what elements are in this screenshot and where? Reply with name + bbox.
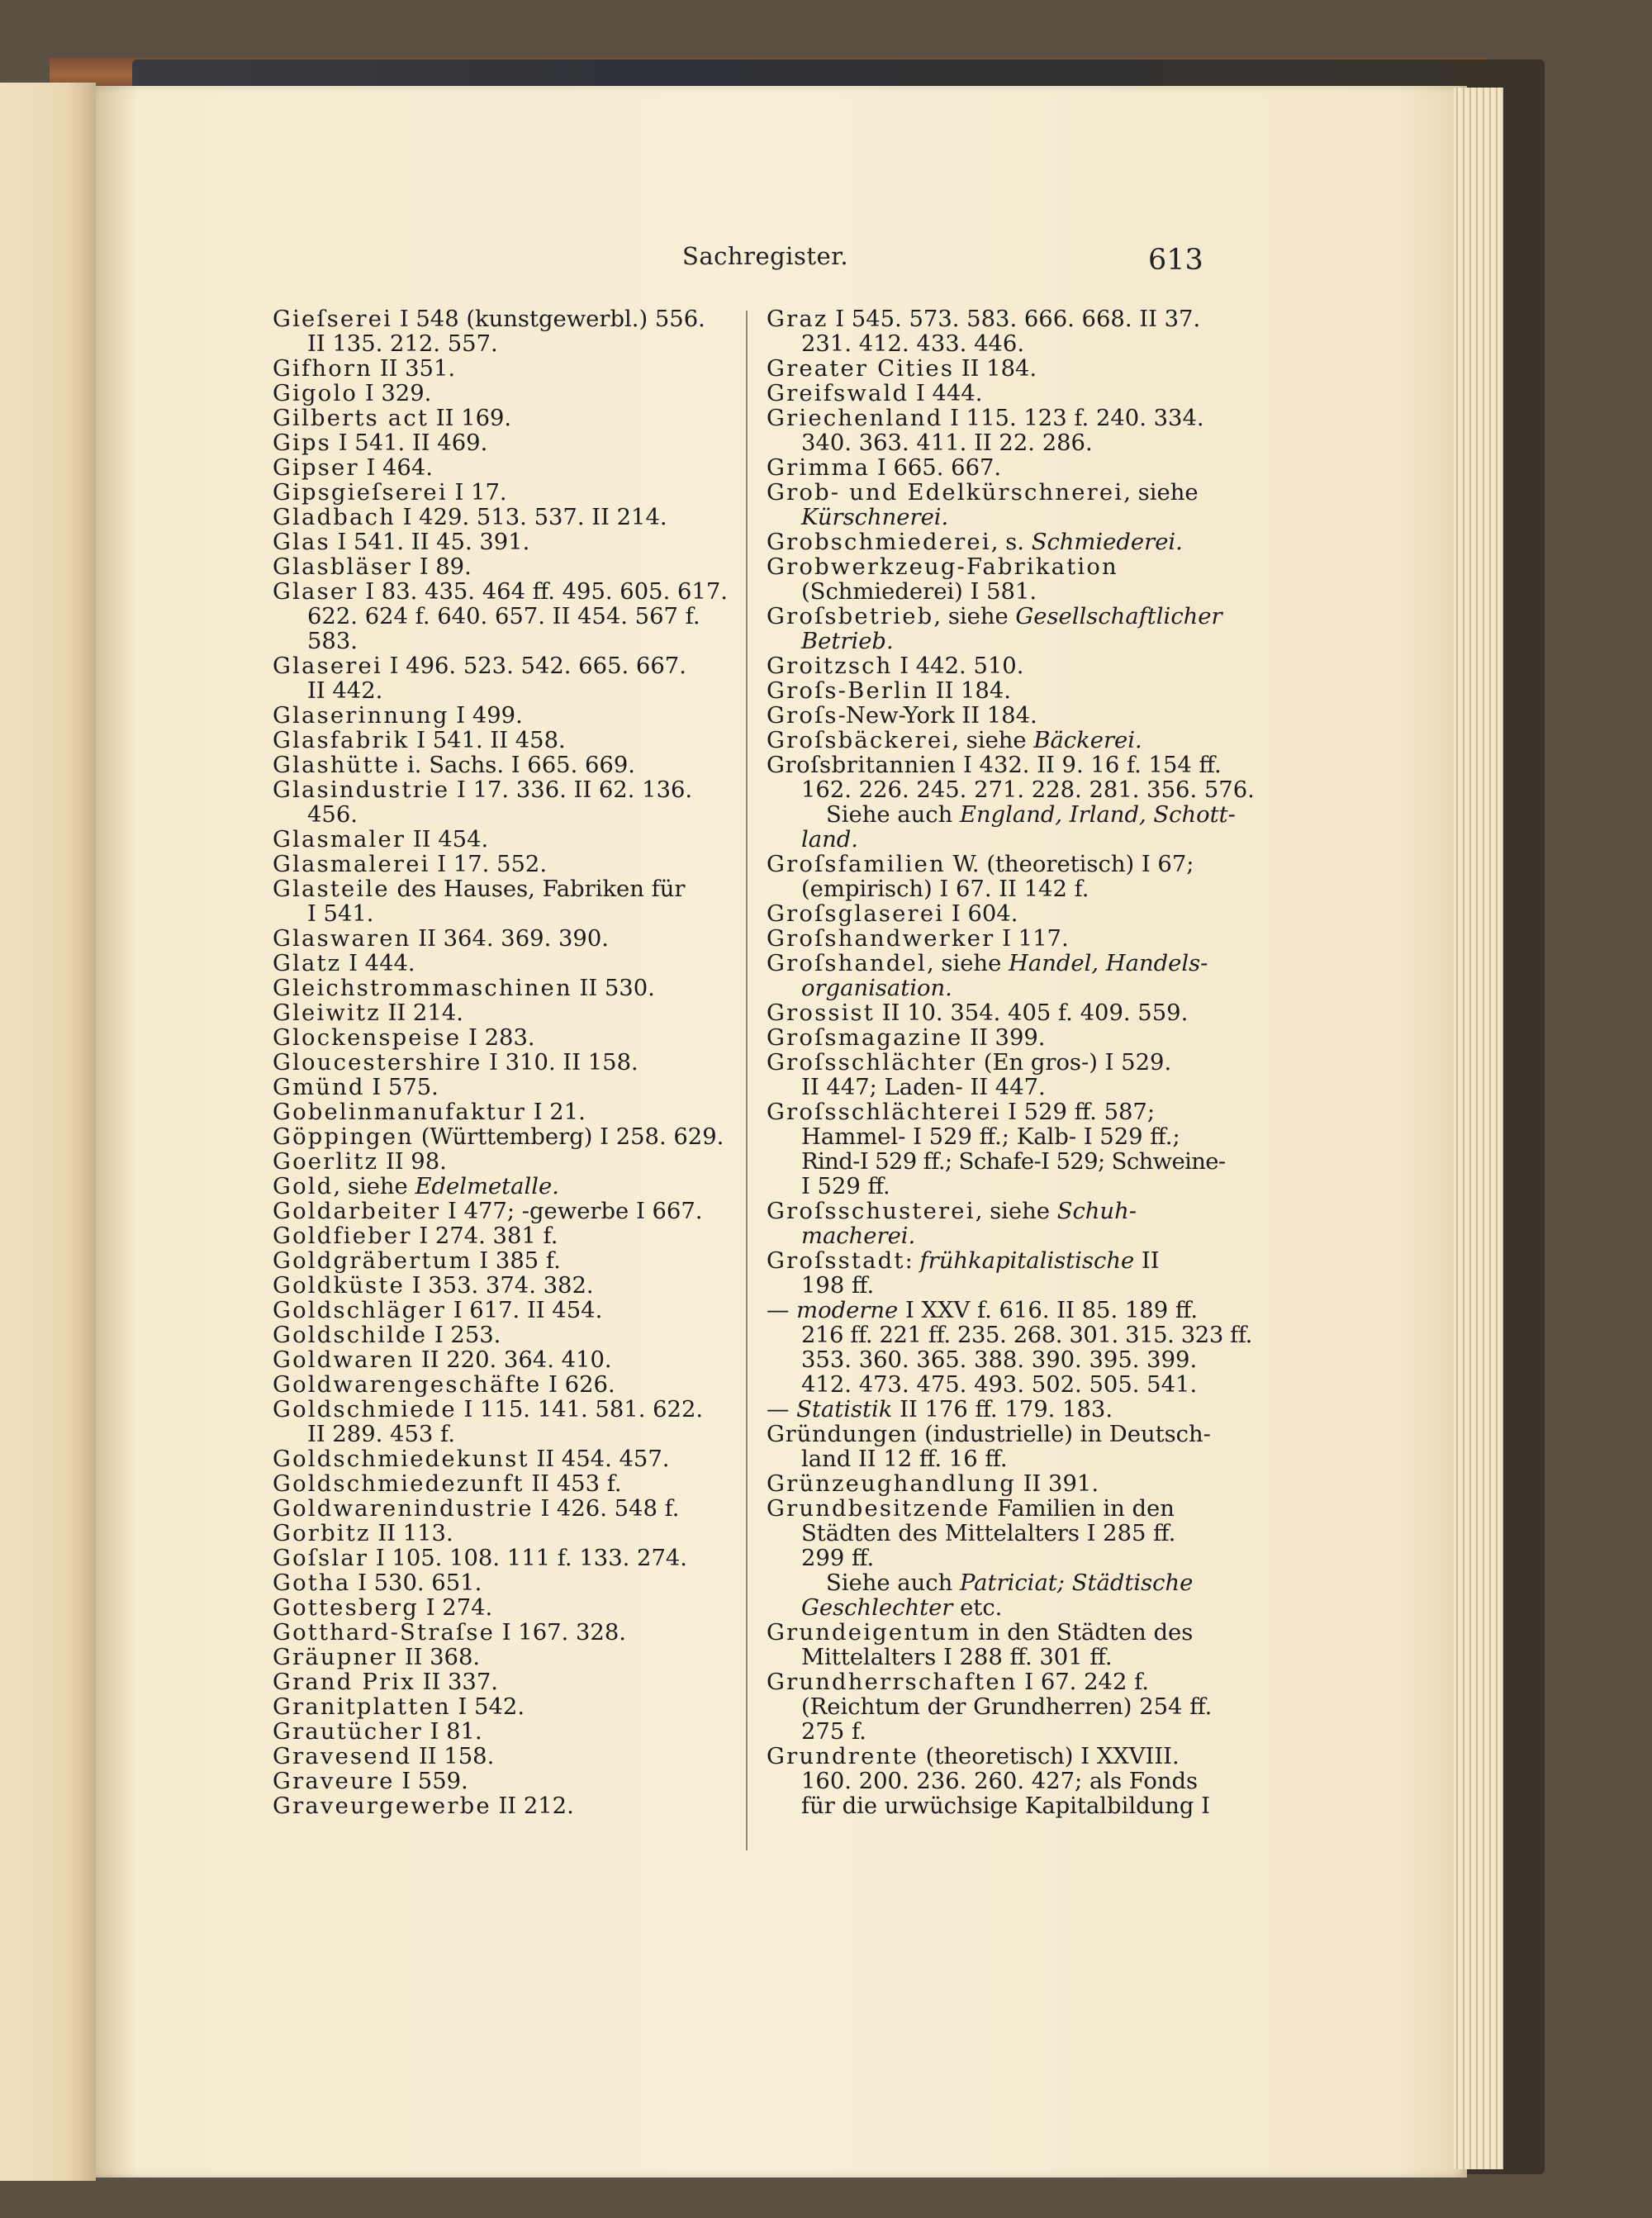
index-entry: Gifhorn II 351. (273, 356, 456, 382)
index-entry: Goldschmiedezunft II 453 f. (273, 1471, 622, 1497)
index-entry: Gieſserei I 548 (kunstgewerbl.) 556. (273, 306, 705, 332)
index-entry: Goſslar I 105. 108. 111 f. 133. 274. (273, 1546, 688, 1571)
index-entry: Groſsfamilien W. (theoretisch) I 67; (767, 852, 1194, 877)
index-entry: Glasmaler II 454. (273, 827, 489, 853)
index-entry: Gilberts act II 169. (273, 406, 512, 431)
index-entry: Gottesberg I 274. (273, 1595, 493, 1621)
index-entry-cont: 231. 412. 433. 446. (801, 331, 1025, 357)
index-entry: Gmünd I 575. (273, 1075, 439, 1100)
index-entry-cont: 583. (307, 629, 358, 654)
index-entry-cont: 216 ff. 221 ff. 235. 268. 301. 315. 323 ff. (801, 1323, 1252, 1348)
index-entry: Glashütte i. Sachs. I 665. 669. (273, 753, 635, 778)
index-entry: Gold, siehe Edelmetalle. (273, 1174, 559, 1199)
index-entry-cont: 456. (307, 802, 358, 828)
index-entry-cont: für die urwüchsige Kapitalbildung I (801, 1793, 1210, 1819)
index-entry: Greifswald I 444. (767, 381, 983, 406)
index-entry: Gloucestershire I 310. II 158. (273, 1050, 638, 1076)
index-entry: Gründungen (industrielle) in Deutsch- (767, 1422, 1211, 1447)
index-entry: Groſsbetrieb, siehe Gesellschaftlicher (767, 604, 1222, 629)
index-entry: Gotha I 530. 651. (273, 1570, 482, 1596)
index-entry: Goldküste I 353. 374. 382. (273, 1273, 594, 1299)
index-entry: Groſsmagazine II 399. (767, 1025, 1046, 1051)
index-column-right (767, 306, 1255, 1819)
index-see-also: Siehe auch Patriciat; Städtische (826, 1570, 1194, 1596)
page-edges (1454, 88, 1503, 2169)
index-entry-cont: (Schmiederei) I 581. (801, 579, 1037, 605)
index-entry: Glaser I 83. 435. 464 ff. 495. 605. 617. (273, 579, 728, 605)
index-entry: Grundherrschaften I 67. 242 f. (767, 1669, 1149, 1695)
index-entry-cont: 160. 200. 236. 260. 427; als Fonds (801, 1769, 1199, 1794)
index-entry-cont: I 529 ff. (801, 1174, 890, 1199)
index-entry-cont: Kürschnerei. (801, 505, 949, 530)
index-entry: Goldwarenindustrie I 426. 548 f. (273, 1496, 680, 1522)
index-entry: Glasmalerei I 17. 552. (273, 852, 548, 877)
index-entry-cont: land. (801, 827, 858, 853)
index-entry-cont: macherei. (801, 1223, 916, 1249)
index-entry-cont: 622. 624 f. 640. 657. II 454. 567 f. (307, 604, 700, 629)
index-entry: Groſsglaserei I 604. (767, 901, 1018, 927)
index-entry-cont: 412. 473. 475. 493. 502. 505. 541. (801, 1372, 1198, 1398)
index-entry: Grünzeughandlung II 391. (767, 1471, 1099, 1497)
index-entry: Goldwarengeschäfte I 626. (273, 1372, 615, 1398)
index-entry-cont: (empirisch) I 67. II 142 f. (801, 876, 1089, 902)
index-entry: Groſsstadt: frühkapitalistische II (767, 1248, 1160, 1274)
index-entry: Grautücher I 81. (273, 1719, 482, 1745)
index-entry: Goldschläger I 617. II 454. (273, 1298, 603, 1323)
index-entry: Grossist II 10. 354. 405 f. 409. 559. (767, 1000, 1189, 1026)
index-entry-cont: Hammel- I 529 ff.; Kalb- I 529 ff.; (801, 1124, 1180, 1150)
index-entry: Gladbach I 429. 513. 537. II 214. (273, 505, 667, 530)
index-entry: Grob- und Edelkürschnerei, siehe (767, 480, 1199, 506)
index-entry: Goldarbeiter I 477; -gewerbe I 667. (273, 1199, 703, 1224)
index-entry-cont: Mittelalters I 288 ff. 301 ff. (801, 1645, 1113, 1670)
index-entry-cont: Geschlechter etc. (801, 1595, 1003, 1621)
index-entry-cont: 162. 226. 245. 271. 228. 281. 356. 576. (801, 777, 1255, 803)
index-entry-cont: 299 ff. (801, 1546, 875, 1571)
index-entry: Glasfabrik I 541. II 458. (273, 728, 566, 753)
index-entry: Graveurgewerbe II 212. (273, 1793, 574, 1819)
index-entry: Grundeigentum in den Städten des (767, 1620, 1194, 1646)
index-entry: Gleichstrommaschinen II 530. (273, 976, 655, 1001)
index-entry-cont: II 442. (307, 678, 383, 704)
index-entry: Glaswaren II 364. 369. 390. (273, 926, 609, 952)
index-entry: Goldwaren II 220. 364. 410. (273, 1347, 612, 1373)
index-entry: Goldschilde I 253. (273, 1323, 501, 1348)
index-entry: Gips I 541. II 469. (273, 430, 488, 456)
index-entry: Glasindustrie I 17. 336. II 62. 136. (273, 777, 693, 803)
index-column-left (273, 307, 740, 1819)
index-entry: — moderne I XXV f. 616. II 85. 189 ff. (767, 1298, 1199, 1323)
index-entry: Groſs-Berlin II 184. (767, 678, 1011, 704)
index-entry: Glockenspeise I 283. (273, 1025, 535, 1051)
index-entry: Göppingen (Württemberg) I 258. 629. (273, 1124, 724, 1150)
index-entry: Groſsschusterei, siehe Schuh- (767, 1199, 1137, 1224)
index-entry-cont: Betrieb. (801, 629, 894, 654)
index-entry: Gotthard-Straſse I 167. 328. (273, 1620, 626, 1646)
index-entry: Groſsbäckerei, siehe Bäckerei. (767, 728, 1142, 753)
index-entry-cont: 275 f. (801, 1719, 866, 1745)
index-entry-cont: 340. 363. 411. II 22. 286. (801, 430, 1093, 456)
index-entry: Gobelinmanufaktur I 21. (273, 1100, 586, 1125)
index-entry-cont: II 289. 453 f. (307, 1422, 455, 1447)
page-number: 613 (1148, 244, 1203, 277)
column-divider (746, 311, 748, 1850)
index-entry: Granitplatten I 542. (273, 1694, 525, 1720)
index-entry-cont: 353. 360. 365. 388. 390. 395. 399. (801, 1347, 1198, 1373)
index-entry: Groſsschlächterei I 529 ff. 587; (767, 1100, 1156, 1125)
index-entry: — Statistik II 176 ff. 179. 183. (767, 1397, 1113, 1422)
index-entry: Glasteile des Hauses, Fabriken für (273, 876, 686, 902)
index-entry: Glasbläser I 89. (273, 554, 472, 580)
index-entry: Groſs-New-York II 184. (767, 703, 1037, 729)
running-title: Sachregister. (682, 242, 849, 270)
index-entry: Groitzsch I 442. 510. (767, 653, 1024, 679)
index-entry-cont: I 541. (307, 901, 374, 927)
index-entry: Gigolo I 329. (273, 381, 432, 406)
index-entry: Groſsbritannien I 432. II 9. 16 f. 154 ff. (767, 753, 1222, 778)
previous-page-edge (0, 83, 96, 2181)
index-entry: Gipser I 464. (273, 455, 433, 481)
index-entry-cont: II 135. 212. 557. (307, 331, 498, 357)
index-entry: Goldgräbertum I 385 f. (273, 1248, 561, 1274)
index-entry: Grimma I 665. 667. (767, 455, 1002, 481)
index-entry: Glaserinnung I 499. (273, 703, 523, 729)
index-entry: Glaserei I 496. 523. 542. 665. 667. (273, 653, 686, 679)
index-entry: Grand Prix II 337. (273, 1669, 498, 1695)
index-entry: Goldschmiedekunst II 454. 457. (273, 1446, 670, 1472)
index-entry: Groſsschlächter (En gros-) I 529. (767, 1050, 1172, 1076)
index-entry: Gipsgieſserei I 17. (273, 480, 507, 506)
index-entry-cont: organisation. (801, 976, 952, 1001)
index-see-also: Siehe auch England, Irland, Schott- (826, 802, 1236, 828)
index-entry: Groſshandel, siehe Handel, Handels- (767, 951, 1208, 976)
index-entry: Grobwerkzeug-Fabrikation (767, 554, 1118, 580)
index-entry: Goldfieber I 274. 381 f. (273, 1223, 558, 1249)
index-entry: Greater Cities II 184. (767, 356, 1037, 382)
index-entry: Gorbitz II 113. (273, 1521, 453, 1546)
index-entry: Glas I 541. II 45. 391. (273, 530, 530, 555)
index-entry: Glatz I 444. (273, 951, 415, 976)
index-entry-cont: II 447; Laden- II 447. (801, 1075, 1046, 1100)
page-header (0, 242, 1652, 283)
index-entry-cont: Rind-I 529 ff.; Schafe-I 529; Schweine- (801, 1149, 1226, 1175)
index-entry: Gravesend II 158. (273, 1744, 495, 1769)
index-entry: Goerlitz II 98. (273, 1149, 447, 1175)
index-entry: Griechenland I 115. 123 f. 240. 334. (767, 406, 1204, 431)
index-entry: Grundbesitzende Familien in den (767, 1496, 1175, 1522)
index-entry: Graz I 545. 573. 583. 666. 668. II 37. (767, 306, 1201, 332)
index-entry: Goldschmiede I 115. 141. 581. 622. (273, 1397, 704, 1422)
index-entry: Grobschmiederei, s. Schmiederei. (767, 530, 1183, 555)
index-entry: Groſshandwerker I 117. (767, 926, 1069, 952)
index-entry-cont: Städten des Mittelalters I 285 ff. (801, 1521, 1176, 1546)
index-entry: Graveure I 559. (273, 1769, 468, 1794)
index-entry-cont: (Reichtum der Grundherren) 254 ff. (801, 1694, 1213, 1720)
index-entry: Gräupner II 368. (273, 1645, 481, 1670)
index-entry-cont: 198 ff. (801, 1273, 875, 1299)
index-entry: Gleiwitz II 214. (273, 1000, 463, 1026)
index-entry: Grundrente (theoretisch) I XXVIII. (767, 1744, 1180, 1769)
index-entry-cont: land II 12 ff. 16 ff. (801, 1446, 1008, 1472)
